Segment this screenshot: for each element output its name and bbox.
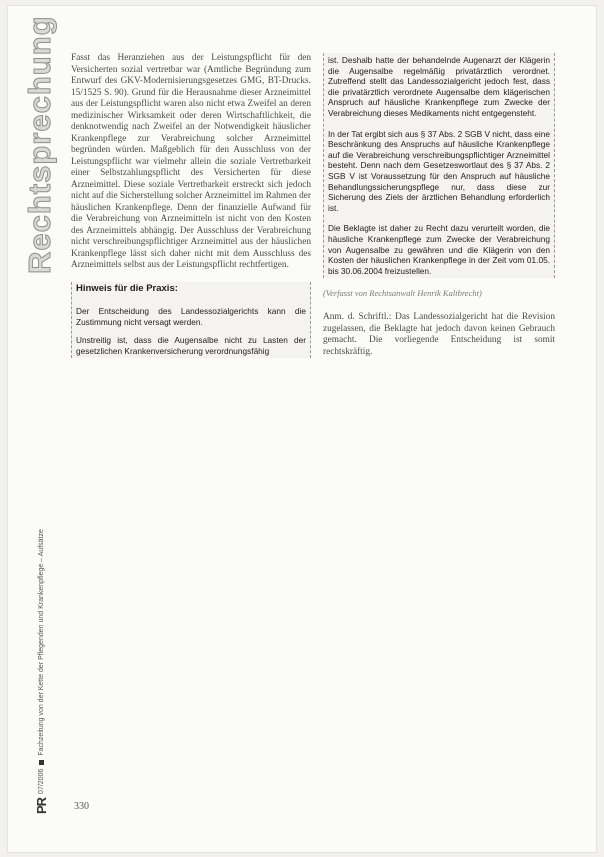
journal-logo: PR [34, 797, 49, 814]
running-title: Fachzeitung von der Kette der Pflegenden und Krankenpflege – Aufsätze [38, 529, 45, 756]
left-column [71, 53, 311, 358]
practice-note-box [71, 282, 311, 359]
separator-square-icon [39, 760, 44, 765]
practice-note-box-continued [323, 53, 555, 278]
running-footer [34, 529, 49, 814]
left-body-text: Fasst das Heranziehen aus der Leistungspflicht für den Versicherten sozial vertretbar war (Amtliche Begründung zum Entwurf des GKV-Modernisierungsgesetzes GMG, BT-Drucks. 15/1525 S. 90). Grund für die Herausnahme dieser Arzneimittel aus der Leistungspflicht waren also nicht etwa Zweifel an deren medizinischer Wirksamkeit oder deren Wirtschaftlichkeit, die denknotwendig nach Zweifel an der Notwendigkeit häuslicher Krankenpflege zur Verabreichung solcher Arzneimittel begründen würden. Maßgeblich für den Ausschluss von der Leistungspflicht war vielmehr allein die soziale Vertretbarkeit einer Selbstzahlungspflicht des Versicherten für diese Arzneimittel. Diese soziale Vertretbarkeit erstreckt sich jedoch nicht auf die Sicherstellung solcher Arzneimittel im Rahmen der häuslichen Krankenpflege. Denn der finanzielle Aufwand für die Verabreichung von Arzneimitteln ist nicht von den Kosten des Arzneimittels abhängig. Der Ausschluss der Verabreichung nicht verschreibungspflichtiger Arzneimittel aus der häuslichen Krankenpflege lässt sich daher nicht mit dem Ausschluss des Arzneimittels selbst aus der Leistungspflicht rechtfertigen. [71, 53, 311, 270]
right-column [323, 53, 555, 358]
editor-note: Anm. d. Schriftl.: Das Landessozialgericht hat die Revision zugelassen, die Beklagte hat jedoch davon keinen Gebrauch gemacht. Die vorliegende Entscheidung ist somit rechtskräftig. [323, 312, 555, 357]
practice-note-paragraph: In der Tat ergibt sich aus § 37 Abs. 2 SGB V nicht, dass eine Beschränkung des Anspruchs auf häusliche Krankenpflege auf die Verabreichung verschreibungspflichtiger Arzneimittel besteht. Denn nach dem Gesetzeswortlaut des § 37 Abs. 2 SGB V ist Voraussetzung für den Anspruch auf häusliche Behandlungssicherungspflege nur, dass diese zur Sicherung des Ziels der ärztlichen Behandlung erforderlich ist. [328, 128, 550, 213]
issue-label: 07/2006 [38, 768, 45, 794]
practice-note-paragraph: Unstreitig ist, dass die Augensalbe nicht zu Lasten der gesetzlichen Krankenversicherung verordnungsfähig [76, 335, 306, 356]
document-page [8, 6, 596, 852]
practice-note-paragraph: Der Entscheidung des Landessozialgerichts kann die Zustimmung nicht versagt werden. [76, 306, 306, 327]
practice-note-heading: Hinweis für die Praxis: [76, 282, 178, 294]
author-attribution: (Verfasst von Rechtsanwalt Henrik Kaltbrecht) [323, 288, 482, 299]
section-title-vertical: Rechtsprechung [22, 15, 57, 274]
page-number: 330 [74, 801, 89, 812]
practice-note-paragraph: ist. Deshalb hatte der behandelnde Augenarzt der Klägerin die Augensalbe regelmäßig privatärztlich verordnet. Zutreffend stellt das Landessozialgericht jedoch fest, dass die privatärztlich verordnete Augensalbe dem klägerischen Anspruch auf häusliche Krankenpflege zum Zwecke der Verabreichung dieses Medikaments nicht entgegensteht. [328, 55, 550, 118]
practice-note-paragraph: Die Beklagte ist daher zu Recht dazu verurteilt worden, die häusliche Krankenpflege zum Zwecke der Verabreichung von Augensalbe zu gewähren und die Klägerin von den Kosten der häuslichen Krankenpflege in der Zeit vom 01.05. bis 30.06.2004 freizustellen. [328, 223, 550, 276]
